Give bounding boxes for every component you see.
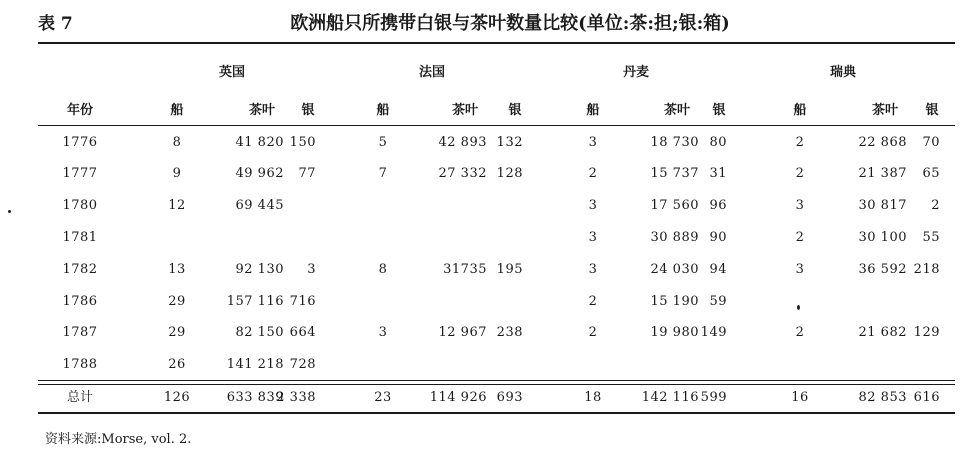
cell-total-ships: 16 (791, 390, 809, 405)
cell-silver: 128 (496, 166, 523, 181)
cell-silver: 664 (289, 325, 316, 340)
cell-total-ships: 23 (374, 390, 392, 405)
cell-ships: 3 (588, 262, 598, 277)
cell-year: 1780 (62, 198, 98, 213)
cell-total-label: 总计 (66, 390, 93, 405)
cell-silver: 2 (931, 198, 940, 213)
column-header-silver: 银 (712, 103, 726, 118)
cell-silver: 94 (709, 262, 727, 277)
cell-total-silver: 616 (913, 390, 940, 405)
cell-tea: 157 116 (226, 294, 284, 309)
country-header: 瑞典 (829, 65, 856, 80)
cell-tea: 69 445 (235, 198, 284, 213)
table-title: 欧洲船只所携带白银与茶叶数量比较(单位:茶:担;银:箱) (290, 13, 730, 34)
cell-total-silver: 2 338 (276, 390, 316, 405)
cell-tea: 19 980 (650, 325, 699, 340)
column-header-tea: 茶叶 (248, 103, 275, 118)
cell-tea: 82 150 (235, 325, 284, 340)
cell-ships: 3 (378, 325, 388, 340)
total-rule-upper (38, 380, 955, 381)
cell-silver: 96 (709, 198, 727, 213)
scan-speck (797, 305, 800, 310)
cell-silver: 90 (709, 230, 727, 245)
cell-silver: 65 (922, 166, 940, 181)
cell-ships: 7 (378, 166, 388, 181)
column-header-ship: 船 (586, 103, 600, 118)
cell-total-tea: 633 839 (226, 390, 284, 405)
cell-tea: 27 332 (438, 166, 487, 181)
cell-silver: 150 (289, 135, 316, 150)
cell-ships: 29 (168, 325, 186, 340)
cell-silver: 77 (298, 166, 316, 181)
column-header-silver: 银 (301, 103, 315, 118)
column-header-silver: 银 (508, 103, 522, 118)
cell-tea: 41 820 (235, 135, 284, 150)
cell-ships: 2 (795, 135, 805, 150)
column-header-ship: 船 (376, 103, 390, 118)
cell-ships: 26 (168, 357, 186, 372)
cell-total-tea: 142 116 (641, 390, 699, 405)
cell-silver: 55 (922, 230, 940, 245)
cell-year: 1776 (62, 135, 98, 150)
cell-tea: 30 817 (858, 198, 907, 213)
cell-ships: 2 (588, 325, 598, 340)
top-rule (38, 42, 955, 44)
cell-ships: 2 (588, 294, 598, 309)
cell-ships: 13 (168, 262, 186, 277)
cell-tea: 31735 (443, 262, 487, 277)
cell-silver: 728 (289, 357, 316, 372)
cell-silver: 195 (496, 262, 523, 277)
cell-ships: 2 (795, 230, 805, 245)
column-header-tea: 茶叶 (451, 103, 478, 118)
cell-tea: 30 889 (650, 230, 699, 245)
cell-ships: 3 (795, 198, 805, 213)
cell-ships: 3 (588, 135, 598, 150)
column-header-tea: 茶叶 (871, 103, 898, 118)
header-rule (38, 125, 955, 126)
cell-silver: 59 (709, 294, 727, 309)
cell-total-ships: 18 (584, 390, 602, 405)
cell-total-tea: 114 926 (429, 390, 487, 405)
cell-tea: 30 100 (858, 230, 907, 245)
cell-tea: 18 730 (650, 135, 699, 150)
column-header-silver: 银 (925, 103, 939, 118)
cell-ships: 12 (168, 198, 186, 213)
cell-silver: 716 (289, 294, 316, 309)
cell-tea: 21 387 (858, 166, 907, 181)
cell-total-silver: 693 (496, 390, 523, 405)
cell-ships: 8 (172, 135, 182, 150)
cell-ships: 8 (378, 262, 388, 277)
cell-tea: 24 030 (650, 262, 699, 277)
cell-silver: 218 (913, 262, 940, 277)
column-header-year: 年份 (66, 103, 93, 118)
cell-silver: 3 (307, 262, 316, 277)
cell-tea: 15 190 (650, 294, 699, 309)
cell-silver: 31 (709, 166, 727, 181)
cell-silver: 129 (913, 325, 940, 340)
cell-year: 1788 (62, 357, 98, 372)
scan-speck (8, 210, 11, 213)
cell-tea: 36 592 (858, 262, 907, 277)
cell-ships: 3 (795, 262, 805, 277)
cell-total-ships: 126 (163, 390, 191, 405)
cell-ships: 2 (588, 166, 598, 181)
total-rule-lower (38, 384, 955, 385)
cell-ships: 5 (378, 135, 388, 150)
cell-total-silver: 599 (700, 390, 727, 405)
cell-tea: 92 130 (235, 262, 284, 277)
cell-tea: 12 967 (438, 325, 487, 340)
cell-ships: 2 (795, 166, 805, 181)
cell-tea: 49 962 (235, 166, 284, 181)
cell-tea: 22 868 (858, 135, 907, 150)
source-note: 资料来源:Morse, vol. 2. (45, 432, 192, 447)
column-header-ship: 船 (793, 103, 807, 118)
cell-year: 1782 (62, 262, 98, 277)
cell-ships: 29 (168, 294, 186, 309)
column-header-tea: 茶叶 (663, 103, 690, 118)
cell-silver: 70 (922, 135, 940, 150)
cell-ships: 3 (588, 230, 598, 245)
cell-total-tea: 82 853 (858, 390, 907, 405)
country-header: 法国 (418, 65, 445, 80)
cell-silver: 132 (496, 135, 523, 150)
cell-year: 1777 (62, 166, 98, 181)
cell-year: 1786 (62, 294, 98, 309)
country-header: 丹麦 (622, 65, 649, 80)
cell-tea: 42 893 (438, 135, 487, 150)
cell-tea: 21 682 (858, 325, 907, 340)
cell-tea: 17 560 (650, 198, 699, 213)
cell-year: 1787 (62, 325, 98, 340)
cell-tea: 141 218 (226, 357, 284, 372)
cell-silver: 149 (700, 325, 727, 340)
table-label: 表 7 (38, 14, 73, 34)
bottom-rule (38, 412, 955, 414)
country-header: 英国 (218, 65, 245, 80)
cell-ships: 3 (588, 198, 598, 213)
cell-silver: 238 (496, 325, 523, 340)
cell-year: 1781 (62, 230, 98, 245)
column-header-ship: 船 (170, 103, 184, 118)
cell-ships: 2 (795, 325, 805, 340)
cell-tea: 15 737 (650, 166, 699, 181)
cell-silver: 80 (709, 135, 727, 150)
cell-ships: 9 (172, 166, 182, 181)
